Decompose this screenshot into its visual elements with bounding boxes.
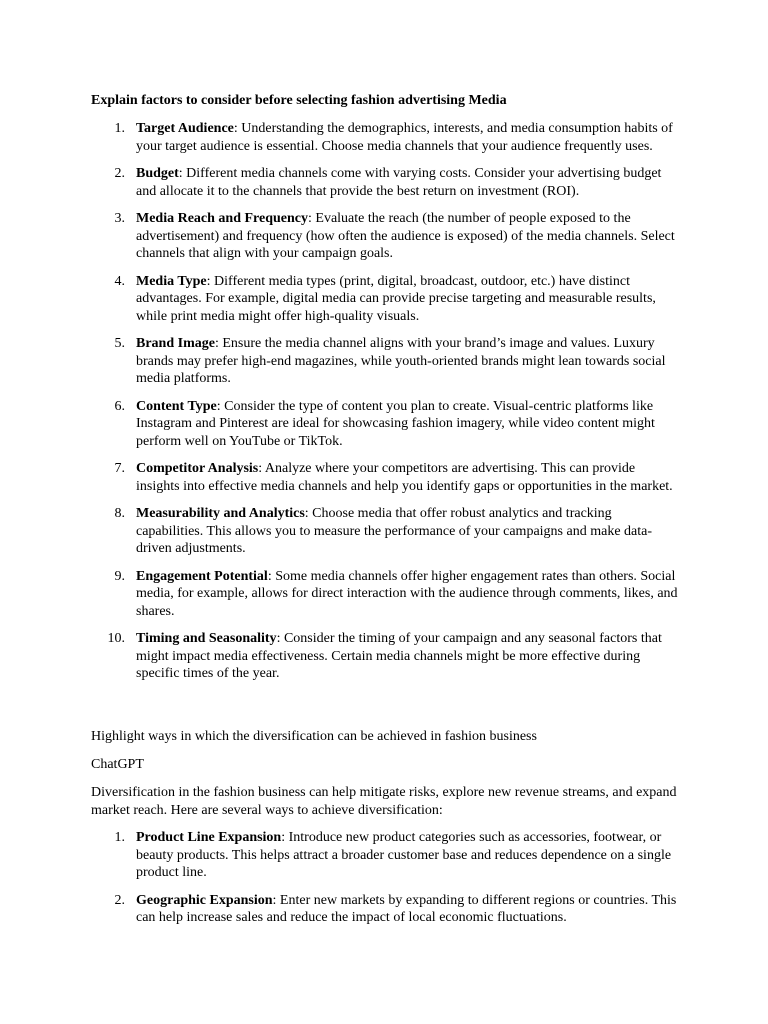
list-item [0, 630, 768, 683]
diversification-list [0, 829, 768, 937]
list-item-text [136, 210, 681, 263]
list-item [0, 460, 768, 495]
list-item [0, 505, 768, 558]
list-item-term: Timing and Seasonality [136, 631, 277, 646]
section-heading: Explain factors to consider before selecting fashion advertising Media [91, 93, 507, 108]
list-item-text [136, 892, 681, 927]
list-item-term: Media Type [136, 273, 207, 289]
list-item-term: Target Audience [136, 121, 234, 136]
list-item-description: : Analyze where your competitors are advertising. This can provide insights into effective media channels and help you identify gaps or opportunities in the market. [136, 461, 673, 494]
list-number: 1. [114, 121, 125, 136]
list-item [0, 829, 768, 882]
list-number: 6. [114, 398, 125, 414]
list-item-term: Media Reach and Frequency [136, 211, 309, 226]
list-item-text [136, 568, 681, 621]
list-item-description: : Evaluate the reach (the number of people exposed to the advertisement) and frequency (how often the audience is exposed) of the media channels. Select channels that align with your campaign goals. [136, 211, 675, 261]
list-item-term: Budget [136, 166, 179, 181]
list-item-text [136, 630, 681, 683]
list-number: 8. [114, 506, 125, 521]
list-item-description: : Enter new markets by expanding to different regions or countries. This can help increase sales and reduce the impact of local economic fluctuations. [136, 892, 677, 925]
list-item [0, 120, 768, 155]
list-number: 9. [114, 568, 125, 584]
list-number: 3. [114, 211, 125, 226]
list-item [0, 210, 768, 263]
list-item-description: : Different media types (print, digital, broadcast, outdoor, etc.) have distinct advantages. For example, digital media can provide precise targeting and measurable results, while print media might offer high-quality visuals. [136, 273, 656, 324]
list-item [0, 568, 768, 621]
list-item [0, 892, 768, 927]
list-item-text [136, 335, 681, 388]
list-item-description: : Introduce new product categories such as accessories, footwear, or beauty products. This helps attract a broader customer base and reduces dependence on a single product line. [136, 830, 672, 880]
list-number: 10. [107, 631, 125, 646]
list-item-term: Geographic Expansion [136, 892, 273, 908]
list-item-description: : Some media channels offer higher engagement rates than others. Social media, for example, allows for direct interaction with the audience through comments, likes, and shares. [136, 568, 678, 619]
list-item-description: : Consider the timing of your campaign and any seasonal factors that might impact media effectiveness. Certain media channels might be more effective during specific times of the year. [136, 631, 662, 681]
list-item-text [136, 829, 681, 882]
list-item-term: Brand Image [136, 336, 215, 351]
list-item-term: Content Type [136, 398, 217, 414]
list-item [0, 273, 768, 326]
factors-list [0, 120, 768, 693]
list-number: 2. [114, 166, 125, 181]
list-item-text [136, 460, 681, 495]
list-item-text [136, 273, 681, 326]
list-number: 2. [114, 892, 125, 908]
source-label: ChatGPT [91, 757, 144, 772]
list-item-term: Product Line Expansion [136, 830, 282, 845]
question-text: Highlight ways in which the diversification can be achieved in fashion business [91, 729, 537, 744]
list-item-description: : Consider the type of content you plan to create. Visual-centric platforms like Instagram and Pinterest are ideal for showcasing fashion imagery, while video content might perform well on YouTube or TikTok. [136, 398, 655, 449]
list-item [0, 335, 768, 388]
list-item-term: Measurability and Analytics [136, 506, 305, 521]
list-item-term: Competitor Analysis [136, 461, 259, 476]
list-item-description: : Understanding the demographics, interests, and media consumption habits of your target audience is essential. Choose media channels that your audience frequently uses. [136, 121, 673, 154]
list-item-term: Engagement Potential [136, 568, 268, 584]
list-number: 4. [114, 273, 125, 289]
list-item [0, 398, 768, 451]
list-item-description: : Choose media that offer robust analytics and tracking capabilities. This allows you to measure the performance of your campaigns and make data-driven adjustments. [136, 506, 653, 556]
list-number: 1. [114, 830, 125, 845]
list-item-text [136, 120, 681, 155]
list-item-text [136, 398, 681, 451]
list-item-description: : Ensure the media channel aligns with your brand’s image and values. Luxury brands may prefer high-end magazines, while youth-oriented brands might lean towards social media platforms. [136, 336, 666, 386]
list-number: 7. [114, 461, 125, 476]
list-item [0, 165, 768, 200]
list-number: 5. [114, 336, 125, 351]
list-item-text [136, 165, 681, 200]
intro-paragraph: Diversification in the fashion business can help mitigate risks, explore new revenue streams, and expand market reach. Here are several ways to achieve diversification: [91, 785, 677, 818]
list-item-text [136, 505, 681, 558]
list-item-description: : Different media channels come with varying costs. Consider your advertising budget and allocate it to the channels that provide the best return on investment (ROI). [136, 166, 662, 199]
